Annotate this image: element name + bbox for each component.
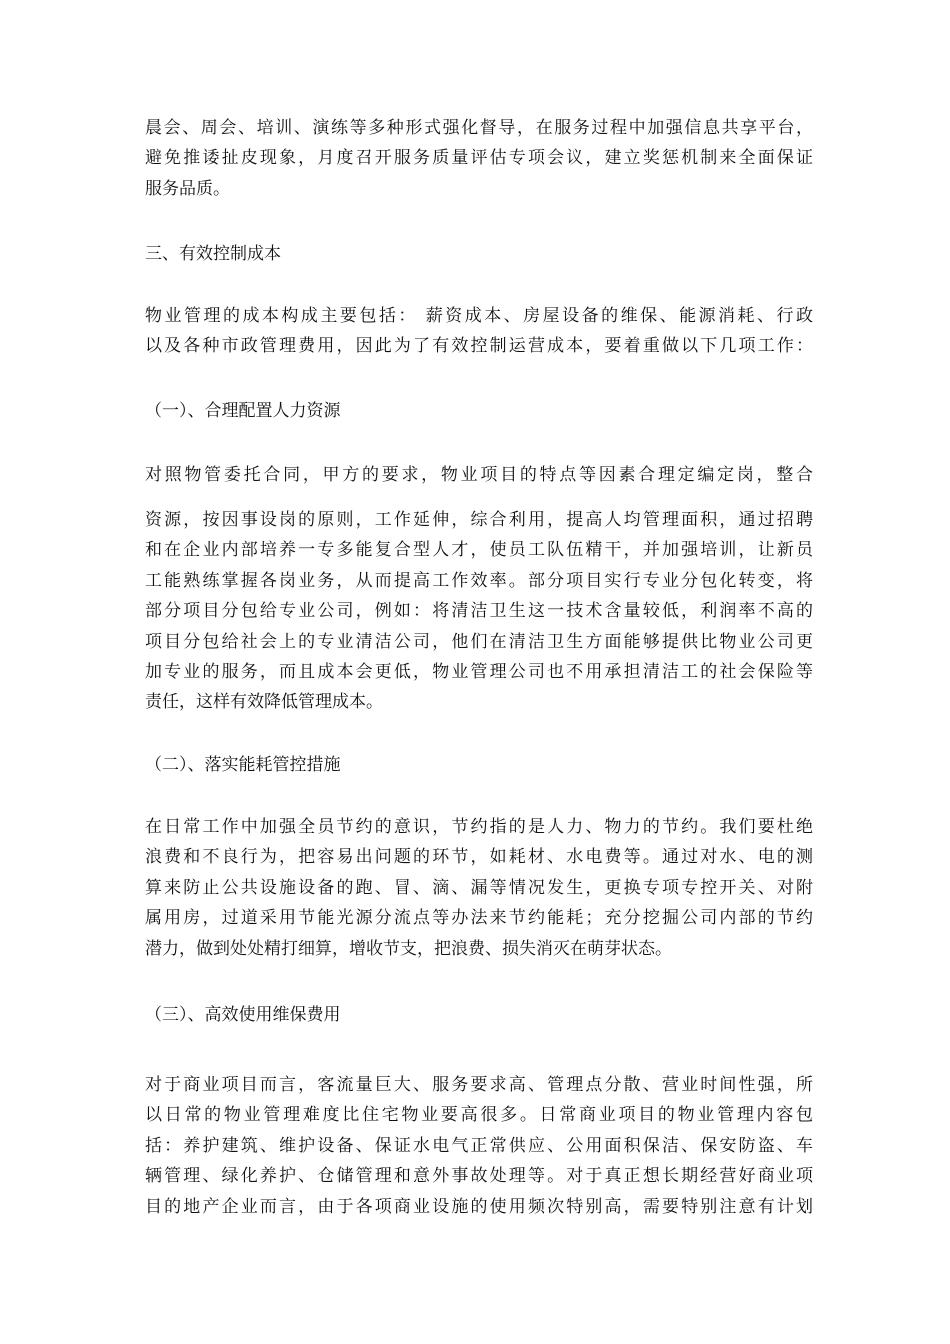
text-line: 物业管理的成本构成主要包括： 薪资成本、房屋设备的维保、能源消耗、行政 (145, 306, 813, 326)
text-line: 括：养护建筑、维护设备、保证水电气正常供应、公用面积保洁、保安防盗、车 (145, 1135, 813, 1156)
paragraph-hr-body (145, 505, 813, 718)
text-line: 目的地产企业而言，由于各项商业设施的使用频次特别高，需要特别注意有计划 (145, 1196, 813, 1217)
text-line: （二）、落实能耗管控措施 (145, 755, 341, 775)
text-line: 以日常的物业管理难度比住宅物业要高很多。日常商业项目的物业管理内容包 (145, 1105, 813, 1126)
paragraph-maintenance-body (145, 1070, 813, 1222)
text-line: 潜力，做到处处精打细算，增收节支，把浪费、损失消灭在萌芽状态。 (145, 938, 672, 959)
text-line: 属用房，过道采用节能光源分流点等办法来节约能耗；充分挖掘公司内部的节约 (145, 908, 813, 929)
paragraph-energy-body (145, 812, 813, 964)
text-line: 责任，这样有效降低管理成本。 (145, 692, 383, 713)
text-line: 三、有效控制成本 (145, 244, 281, 264)
subheading-human-resources (145, 396, 813, 426)
paragraph-service-quality (145, 113, 813, 204)
paragraph-cost-composition (145, 301, 813, 362)
text-line: （三）、高效使用维保费用 (145, 1005, 341, 1025)
text-line: 加专业的服务，而且成本会更低，物业管理公司也不用承担清洁工的社会保险等 (145, 662, 813, 683)
text-line: 工能熟练掌握各岗业务，从而提高工作效率。部分项目实行专业分包化转变，将 (145, 570, 813, 591)
text-line: 对照物管委托合同，甲方的要求，物业项目的特点等因素合理定编定岗，整合 (145, 465, 813, 485)
text-line: 辆管理、绿化养护、仓储管理和意外事故处理等。对于真正想长期经营好商业项 (145, 1166, 813, 1187)
subheading-maintenance-costs (145, 1000, 813, 1030)
text-line: 在日常工作中加强全员节约的意识，节约指的是人力、物力的节约。我们要杜绝 (145, 817, 813, 837)
text-line: （一）、合理配置人力资源 (145, 401, 341, 421)
text-line: 项目分包给社会上的专业清洁公司，他们在清洁卫生方面能够提供比物业公司更 (145, 631, 813, 652)
text-line: 算来防止公共设施设备的跑、冒、滴、漏等情况发生，更换专项专控开关、对附 (145, 877, 813, 898)
text-line: 浪费和不良行为，把容易出问题的环节，如耗材、水电费等。通过对水、电的测 (145, 847, 813, 868)
subheading-energy-control (145, 750, 813, 780)
text-line: 部分项目分包给专业公司，例如：将清洁卫生这一技术含量较低，利润率不高的 (145, 601, 813, 622)
text-line: 资源，按因事设岗的原则，工作延伸，综合利用，提高人均管理面积，通过招聘 (145, 510, 813, 530)
text-line: 和在企业内部培养一专多能复合型人才，使员工队伍精干，并加强培训，让新员 (145, 540, 813, 561)
paragraph-hr-lead (145, 460, 813, 490)
text-line: 对于商业项目而言，客流量巨大、服务要求高、管理点分散、营业时间性强，所 (145, 1075, 813, 1095)
text-line: 晨会、周会、培训、演练等多种形式强化督导，在服务过程中加强信息共享平台， (145, 118, 813, 138)
section-heading-cost-control (145, 239, 813, 269)
text-line: 以及各种市政管理费用，因此为了有效控制运营成本，要着重做以下几项工作： (145, 336, 813, 357)
text-line: 避免推诿扯皮现象，月度召开服务质量评估专项会议，建立奖惩机制来全面保证 (145, 148, 813, 169)
text-line: 服务品质。 (145, 178, 230, 199)
